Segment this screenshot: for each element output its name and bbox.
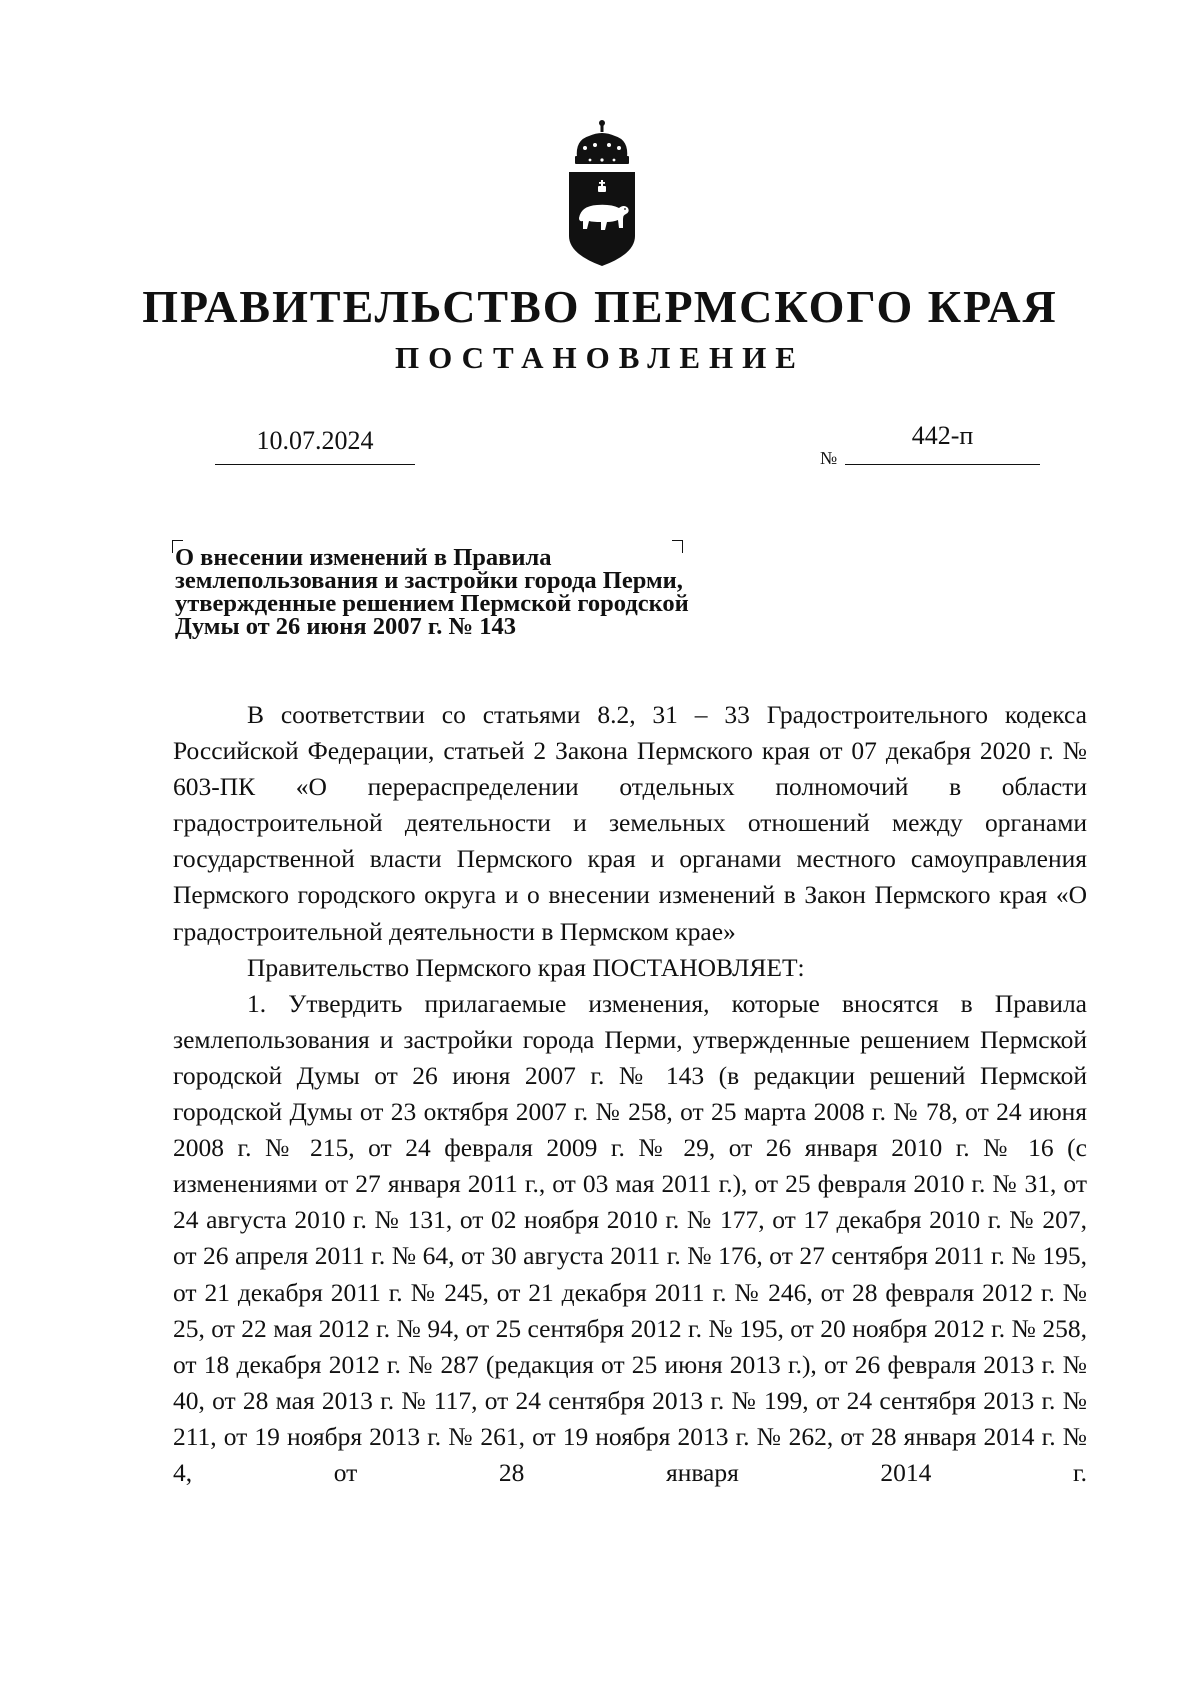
document-type: ПОСТАНОВЛЕНИЕ [395,340,805,375]
clause-paragraph: 1. Утвердить прилагаемые изменения, которые вносятся в Правила землепользования и застройки города Перми, утвержденные решением Пермской городской Думы от 26 июня 2007 г. № 143 (в редакции решений Пермской городской Думы от 23 октября 2007 г. № 258, от 25 марта 2008 г. № 78, от 24 июня 2008 г. № 215, от 24 февраля 2009 г. № 29, от 26 января 2010 г. № 16 (с изменениями от 27 января 2011 г., от 03 мая 2011 г.), от 25 февраля 2010 г. № 31, от 24 августа 2010 г. № 131, от 02 ноября 2010 г. № 177, от 17 декабря 2010 г. № 207, от 26 апреля 2011 г. № 64, от 30 августа 2011 г. № 176, от 27 сентября 2011 г. № 195, от 21 декабря 2011 г. № 245, от 21 декабря 2011 г. № 246, от 28 февраля 2012 г. № 25, от 22 мая 2012 г. № 94, от 25 сентября 2012 г. № 195, от 20 ноября 2012 г. № 258, от 18 декабря 2012 г. № 287 (редакция от 25 июня 2013 г.), от 26 февраля 2013 г. № 40, от 28 мая 2013 г. № 117, от 24 сентября 2013 г. № 199, от 24 сентября 2013 г. № 211, от 19 ноября 2013 г. № 261, от 19 ноября 2013 г. № 262, от 28 января 2014 г. № 4, от 28 января 2014 г. [173,988,1087,1487]
document-body [173,697,1087,1491]
resolution-paragraph: Правительство Пермского края ПОСТАНОВЛЯЕТ: [247,952,805,982]
document-date: 10.07.2024 [256,426,374,455]
number-underline [845,464,1040,465]
crown-icon [575,120,629,164]
number-sign: № [820,448,838,468]
coat-of-arms-icon [563,118,641,268]
preamble-paragraph: В соответствии со статьями 8.2, 31 – 33 Градостроительного кодекса Российской Федерации, статьей 2 Закона Пермского края от 07 декабря 2020 г. № 603-ПК «О перераспределении отдельных полномочий в области градостроительной деятельности и земельных отношений между органами государственной власти Пермского края и органами местного самоуправления Пермского городского округа и о внесении изменений в Закон Пермского края «О градостроительной деятельности в Пермском крае» [173,700,1087,946]
date-underline [215,464,415,465]
organization-title: ПРАВИТЕЛЬСТВО ПЕРМСКОГО КРАЯ [142,281,1058,332]
document-subject: О внесении изменений в Правила землепользования и застройки города Перми, утвержденные решением Пермской городской Думы от 26 июня 2007 г. № 143 [175,544,689,640]
document-number: 442-п [911,421,974,450]
bear-icon [579,205,629,230]
